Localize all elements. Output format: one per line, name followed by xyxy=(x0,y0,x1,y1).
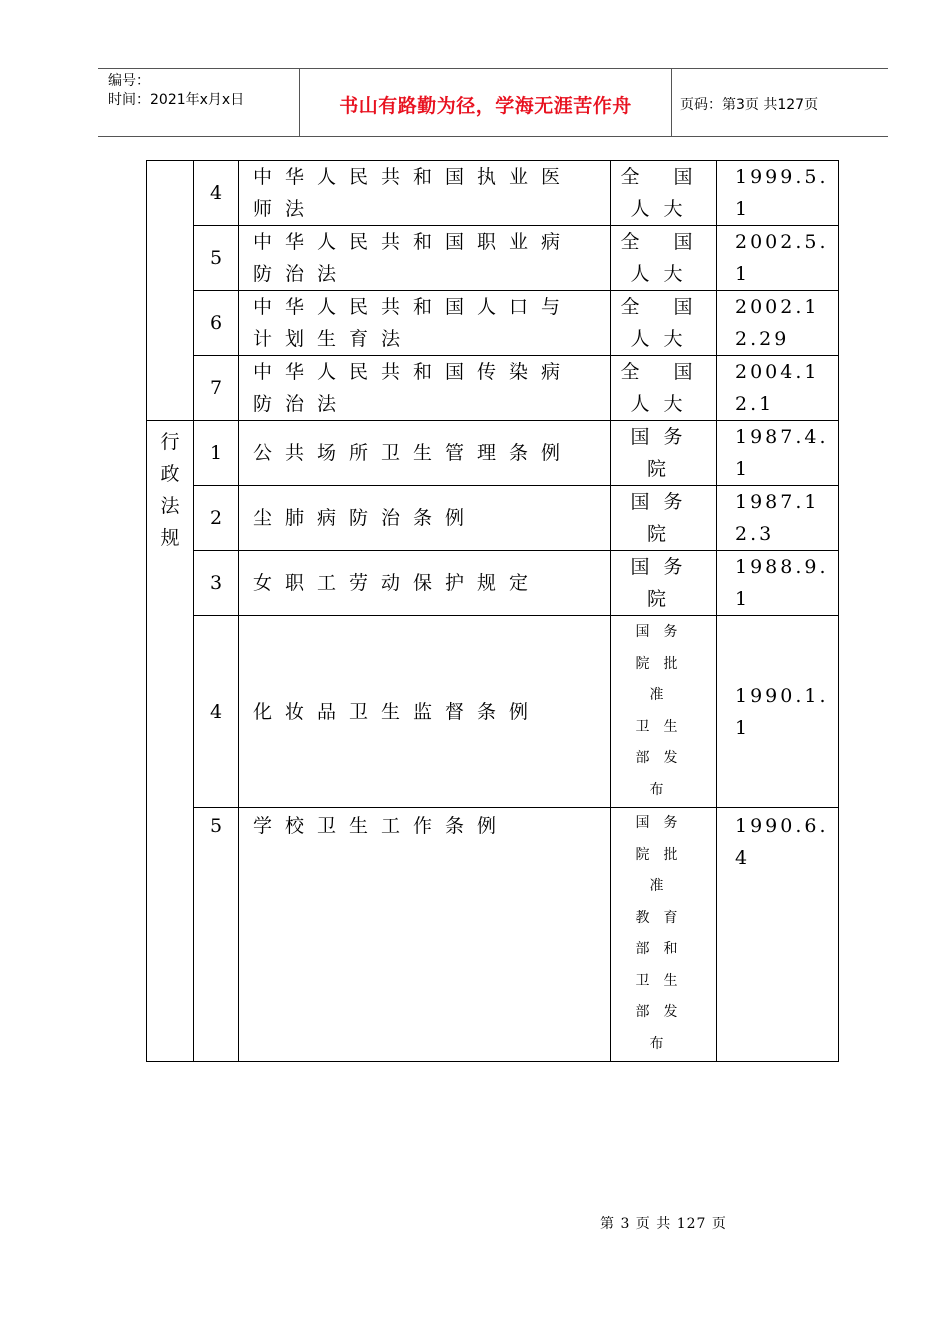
issuer: 全 国 人大 xyxy=(611,291,717,356)
table-row xyxy=(147,421,839,486)
law-name: 中华人民共和国传染病防治法 xyxy=(239,356,611,421)
row-number: 5 xyxy=(194,808,239,1062)
issuer: 国务 院批 准 教育 部和 卫生 部发 布 xyxy=(611,808,717,1062)
effective-date: 2004.12.1 xyxy=(717,356,839,421)
issuer: 国务 院批 准 卫生 部发 布 xyxy=(611,616,717,808)
page-footer: 第 3 页 共 127 页 xyxy=(600,1216,727,1232)
law-name: 学校卫生工作条例 xyxy=(239,808,611,1062)
law-name: 化妆品卫生监督条例 xyxy=(239,616,611,808)
effective-date: 1987.4.1 xyxy=(717,421,839,486)
law-name: 公共场所卫生管理条例 xyxy=(239,421,611,486)
row-number: 3 xyxy=(194,551,239,616)
header-meta-cell xyxy=(98,69,300,136)
header-page-cell xyxy=(672,69,888,136)
law-name: 中华人民共和国职业病防治法 xyxy=(239,226,611,291)
page-header xyxy=(98,68,888,137)
table-row xyxy=(147,291,839,356)
category-cell xyxy=(147,161,194,421)
header-page-info: 页码：第3页 共127页 xyxy=(680,97,819,113)
row-number: 7 xyxy=(194,356,239,421)
law-name: 中华人民共和国执业医师法 xyxy=(239,161,611,226)
issuer: 全 国 人大 xyxy=(611,226,717,291)
issuer: 国务 院 xyxy=(611,421,717,486)
effective-date: 2002.5.1 xyxy=(717,226,839,291)
row-number: 2 xyxy=(194,486,239,551)
doc-time-label: 时间：2021年x月x日 xyxy=(108,92,245,108)
category-cell: 行政法规 xyxy=(147,421,194,1062)
table-row xyxy=(147,161,839,226)
row-number: 4 xyxy=(194,161,239,226)
effective-date: 1999.5.1 xyxy=(717,161,839,226)
laws-table xyxy=(146,160,839,1062)
table-row xyxy=(147,551,839,616)
table-row xyxy=(147,356,839,421)
table-row xyxy=(147,808,839,1062)
effective-date: 1988.9.1 xyxy=(717,551,839,616)
row-number: 6 xyxy=(194,291,239,356)
issuer: 国务 院 xyxy=(611,551,717,616)
row-number: 4 xyxy=(194,616,239,808)
table-row xyxy=(147,486,839,551)
effective-date: 1990.6.4 xyxy=(717,808,839,1062)
table-row xyxy=(147,616,839,808)
issuer: 国务 院 xyxy=(611,486,717,551)
effective-date: 1990.1.1 xyxy=(717,616,839,808)
issuer: 全 国 人大 xyxy=(611,356,717,421)
law-name: 尘肺病防治条例 xyxy=(239,486,611,551)
table-row xyxy=(147,226,839,291)
effective-date: 2002.12.29 xyxy=(717,291,839,356)
issuer: 全 国 人大 xyxy=(611,161,717,226)
law-name: 女职工劳动保护规定 xyxy=(239,551,611,616)
row-number: 1 xyxy=(194,421,239,486)
header-motto: 书山有路勤为径，学海无涯苦作舟 xyxy=(339,95,632,117)
row-number: 5 xyxy=(194,226,239,291)
header-motto-cell xyxy=(300,69,672,136)
effective-date: 1987.12.3 xyxy=(717,486,839,551)
law-name: 中华人民共和国人口与计划生育法 xyxy=(239,291,611,356)
doc-code-label: 编号： xyxy=(108,73,150,89)
